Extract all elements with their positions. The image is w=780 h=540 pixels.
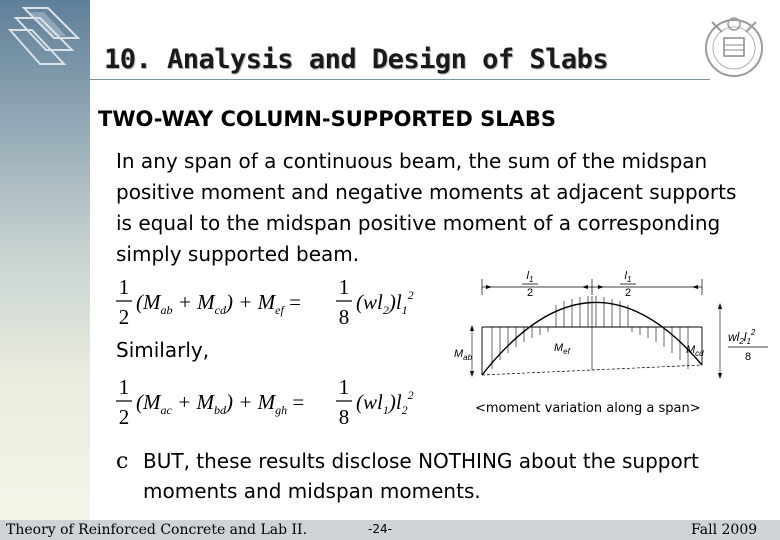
dim-l1-left: $l_1$	[526, 270, 534, 284]
eq1-frac-num: 1	[118, 275, 130, 299]
eq1-rhs: $(wl_2)l_1^2$	[356, 288, 414, 317]
slide-subtitle: TWO-WAY COLUMN-SUPPORTED SLABS	[98, 107, 556, 131]
footer-course: Theory of Reinforced Concrete and Lab II.	[6, 522, 308, 538]
label-den8: 8	[744, 351, 752, 363]
paragraph-line: positive moment and negative moments at adjacent supports	[116, 180, 737, 204]
label-mcd: $M_{cd}$	[686, 344, 704, 358]
eq2-frac-den: 2	[118, 405, 130, 429]
logo-icon	[6, 4, 84, 74]
footer-term: Fall 2009	[691, 522, 758, 538]
bullet-icon: c	[116, 449, 129, 474]
bullet-line: moments and midspan moments.	[143, 479, 481, 503]
sidebar-gradient	[0, 0, 90, 520]
similarly-label: Similarly,	[116, 338, 210, 362]
title-divider	[90, 79, 710, 80]
footer-page-number: -24-	[368, 522, 392, 536]
eq1-rhs-num: 1	[338, 275, 350, 299]
label-wl2l1: $wl_2l_1^2$	[728, 328, 756, 346]
dim-l1-right: $l_1$	[624, 270, 632, 284]
dim-den-right: 2	[624, 287, 632, 299]
eq1-rhs-den: 8	[338, 305, 350, 329]
bullet-text	[143, 446, 699, 506]
moment-diagram	[452, 265, 778, 385]
eq2-lhs: $(M_{ac} + M_{bd}) + M_{gh}$ =	[136, 390, 305, 417]
label-mef: $M_{ef}$	[554, 342, 570, 356]
eq1-lhs: $(M_{ab} + M_{cd}) + M_{ef}$ =	[136, 290, 301, 317]
eq2-rhs-num: 1	[338, 375, 350, 399]
eq1-frac-den: 2	[118, 305, 130, 329]
eq2-frac-num: 1	[118, 375, 130, 399]
eq2-rhs: $(wl_1)l_2^2$	[356, 388, 414, 417]
dim-den-left: 2	[526, 287, 534, 299]
paragraph-line: is equal to the midspan positive moment of a corresponding	[116, 211, 721, 235]
body-paragraph	[116, 146, 776, 270]
diagram-caption: <moment variation along a span>	[475, 401, 701, 416]
equation-2	[112, 372, 432, 434]
page-title: 10. Analysis and Design of Slabs	[104, 44, 609, 75]
bullet-line: BUT, these results disclose NOTHING about the support	[143, 449, 699, 473]
label-mab: $M_{ab}$	[454, 348, 473, 362]
equation-1	[112, 272, 432, 334]
eq2-rhs-den: 8	[338, 405, 350, 429]
paragraph-line: simply supported beam.	[116, 242, 360, 266]
university-seal-icon	[702, 10, 766, 80]
paragraph-line: In any span of a continuous beam, the sum of the midspan	[116, 149, 708, 173]
